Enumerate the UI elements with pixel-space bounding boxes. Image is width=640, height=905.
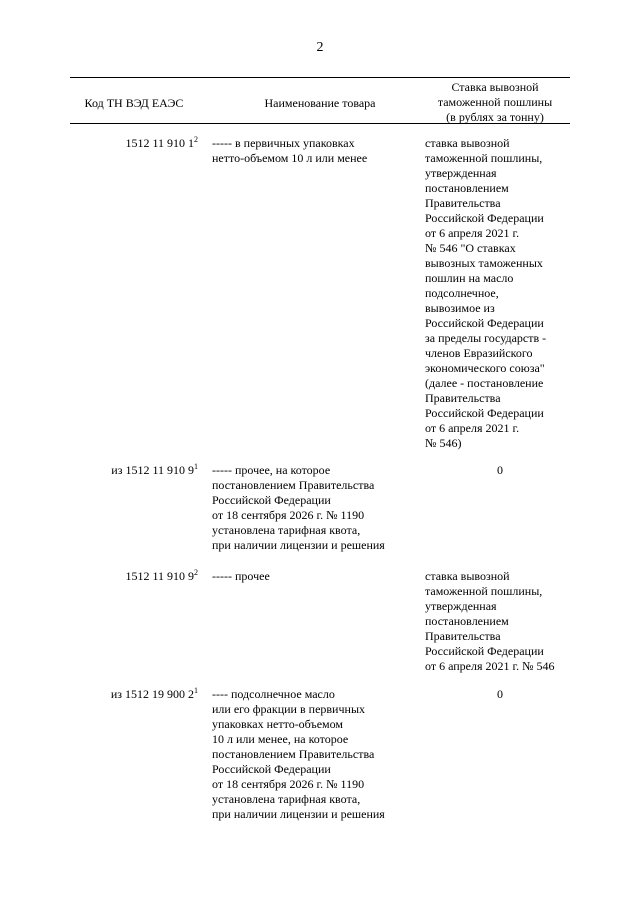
rate-line: Правительства: [425, 629, 501, 643]
rate-line: Правительства: [425, 391, 501, 405]
rate-line: Российской Федерации: [425, 211, 544, 225]
rate-line: № 546): [425, 436, 462, 450]
rate-line: пошлин на масло: [425, 271, 514, 285]
header-rate-line: таможенной пошлины: [437, 95, 553, 109]
code-footnote: 2: [194, 135, 198, 144]
code-text: из 1512 11 910 9: [111, 463, 194, 477]
name-line: ----- прочее, на которое: [212, 463, 331, 477]
rate-line: за пределы государств -: [425, 331, 547, 345]
row-name: [212, 463, 442, 553]
code-footnote: 2: [194, 568, 198, 577]
name-line: Российской Федерации: [212, 762, 331, 776]
rate-line: экономического союза": [425, 361, 545, 375]
header-name: Наименование товара: [264, 96, 376, 110]
row-code: [70, 569, 198, 584]
row-code: [70, 687, 198, 702]
name-line: ---- подсолнечное масло: [212, 687, 335, 701]
header-rate-line: Ставка вывозной: [451, 80, 539, 94]
rate-line: от 6 апреля 2021 г. № 546: [425, 659, 555, 673]
name-line: упаковках нетто-объемом: [212, 717, 343, 731]
name-line: при наличии лицензии и решения: [212, 807, 385, 821]
row-rate: [425, 569, 575, 674]
rate-line: 0: [497, 687, 503, 701]
name-line: установлена тарифная квота,: [212, 523, 361, 537]
rate-line: членов Евразийского: [425, 346, 533, 360]
header-code: Код ТН ВЭД ЕАЭС: [84, 96, 184, 110]
name-line: Российской Федерации: [212, 493, 331, 507]
name-line: установлена тарифная квота,: [212, 792, 361, 806]
name-line: постановлением Правительства: [212, 747, 375, 761]
rate-line: Российской Федерации: [425, 644, 544, 658]
rate-line: (далее - постановление: [425, 376, 544, 390]
row-rate: [425, 136, 575, 451]
rate-line: Правительства: [425, 196, 501, 210]
rate-line: утвержденная: [425, 166, 497, 180]
rate-line: от 6 апреля 2021 г.: [425, 421, 520, 435]
rate-line: 0: [497, 463, 503, 477]
row-code: [70, 136, 198, 151]
name-line: при наличии лицензии и решения: [212, 538, 385, 552]
rate-line: ставка вывозной: [425, 569, 510, 583]
name-line: нетто-объемом 10 л или менее: [212, 151, 368, 165]
name-line: 10 л или менее, на которое: [212, 732, 349, 746]
row-name: [212, 136, 442, 166]
row-rate: [425, 463, 575, 478]
code-text: 1512 11 910 1: [125, 136, 194, 150]
name-line: постановлением Правительства: [212, 478, 375, 492]
rate-line: таможенной пошлины,: [425, 151, 543, 165]
rate-line: от 6 апреля 2021 г.: [425, 226, 520, 240]
rate-line: постановлением: [425, 181, 509, 195]
table-header: [70, 77, 570, 124]
row-name: [212, 569, 442, 584]
name-line: ----- в первичных упаковках: [212, 136, 355, 150]
rate-line: Российской Федерации: [425, 406, 544, 420]
name-line: ----- прочее: [212, 569, 270, 583]
name-line: от 18 сентября 2026 г. № 1190: [212, 508, 365, 522]
code-text: из 1512 19 900 2: [110, 687, 194, 701]
rate-line: утвержденная: [425, 599, 497, 613]
page-number: 2: [316, 40, 324, 55]
code-footnote: 1: [194, 686, 198, 695]
name-line: или его фракции в первичных: [212, 702, 365, 716]
code-text: 1512 11 910 9: [125, 569, 194, 583]
row-code: [70, 463, 198, 478]
rate-line: подсолнечное,: [425, 286, 499, 300]
rate-line: таможенной пошлины,: [425, 584, 543, 598]
rate-line: постановлением: [425, 614, 509, 628]
rate-line: вывозимое из: [425, 301, 495, 315]
header-rate: [420, 80, 570, 125]
rate-line: вывозных таможенных: [425, 256, 543, 270]
rate-line: Российской Федерации: [425, 316, 544, 330]
header-rate-line: (в рублях за тонну): [446, 110, 544, 124]
row-rate: [425, 687, 575, 702]
code-footnote: 1: [194, 462, 198, 471]
name-line: от 18 сентября 2026 г. № 1190: [212, 777, 365, 791]
rate-line: ставка вывозной: [425, 136, 510, 150]
row-name: [212, 687, 442, 822]
rate-line: № 546 "О ставках: [425, 241, 516, 255]
